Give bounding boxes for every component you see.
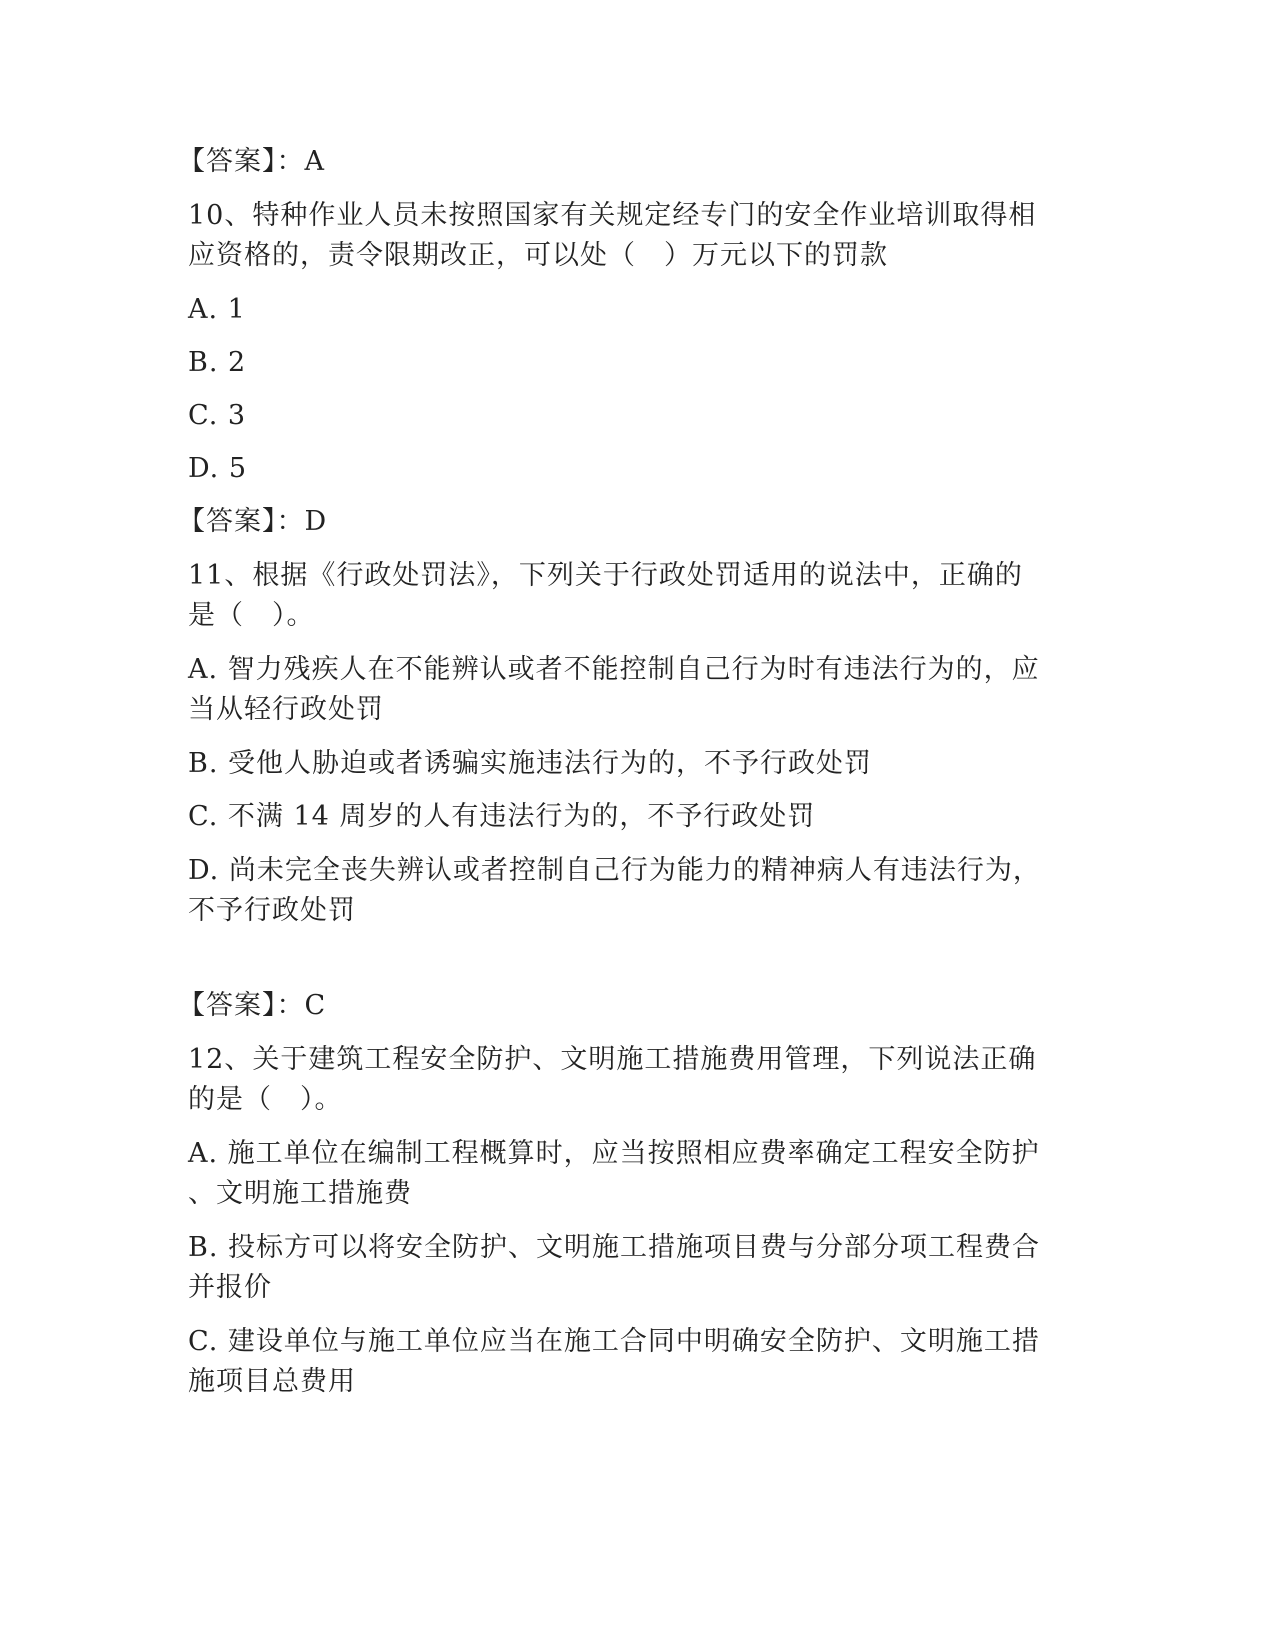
- question-11-option-b: B. 受他人胁迫或者诱骗实施违法行为的，不予行政处罚: [188, 748, 873, 779]
- question-10-option-d: D. 5: [188, 453, 248, 484]
- question-11-option-c: C. 不满 14 周岁的人有违法行为的，不予行政处罚: [188, 801, 816, 832]
- question-12-option-b-line-2: 并报价: [188, 1272, 272, 1303]
- question-12-option-c-line-2: 施项目总费用: [188, 1366, 356, 1397]
- question-10-option-c: C. 3: [188, 400, 247, 431]
- question-10-option-a: A. 1: [188, 294, 246, 325]
- question-12-option-b-line-1: B. 投标方可以将安全防护、文明施工措施项目费与分部分项工程费合: [188, 1232, 1041, 1263]
- question-12-option-a-line-2: 、文明施工措施费: [188, 1178, 412, 1209]
- question-11-option-d-line-1: D. 尚未完全丧失辨认或者控制自己行为能力的精神病人有违法行为，: [188, 855, 1041, 886]
- question-10-stem-line-2: 应资格的，责令限期改正，可以处（ ）万元以下的罚款: [188, 240, 888, 271]
- question-11-option-a-line-2: 当从轻行政处罚: [188, 694, 384, 725]
- question-11-stem-line-1: 11、根据《行政处罚法》，下列关于行政处罚适用的说法中，正确的: [188, 560, 1023, 591]
- question-11-stem-line-2: 是（ ）。: [188, 600, 315, 631]
- question-12-option-a-line-1: A. 施工单位在编制工程概算时，应当按照相应费率确定工程安全防护: [188, 1138, 1040, 1169]
- question-12-option-c-line-1: C. 建设单位与施工单位应当在施工合同中明确安全防护、文明施工措: [188, 1326, 1040, 1357]
- answer-question-10: 【答案】：D: [178, 506, 328, 537]
- answer-question-9: 【答案】：A: [178, 146, 325, 177]
- question-11-option-d-line-2: 不予行政处罚: [188, 895, 356, 926]
- question-10-option-b: B. 2: [188, 347, 247, 378]
- answer-question-11: 【答案】：C: [178, 990, 327, 1021]
- question-11-option-a-line-1: A. 智力残疾人在不能辨认或者不能控制自己行为时有违法行为的，应: [188, 654, 1040, 685]
- question-12-stem-line-2: 的是（ ）。: [188, 1084, 343, 1115]
- question-12-stem-line-1: 12、关于建筑工程安全防护、文明施工措施费用管理，下列说法正确: [188, 1044, 1037, 1075]
- question-10-stem-line-1: 10、特种作业人员未按照国家有关规定经专门的安全作业培训取得相: [188, 200, 1037, 231]
